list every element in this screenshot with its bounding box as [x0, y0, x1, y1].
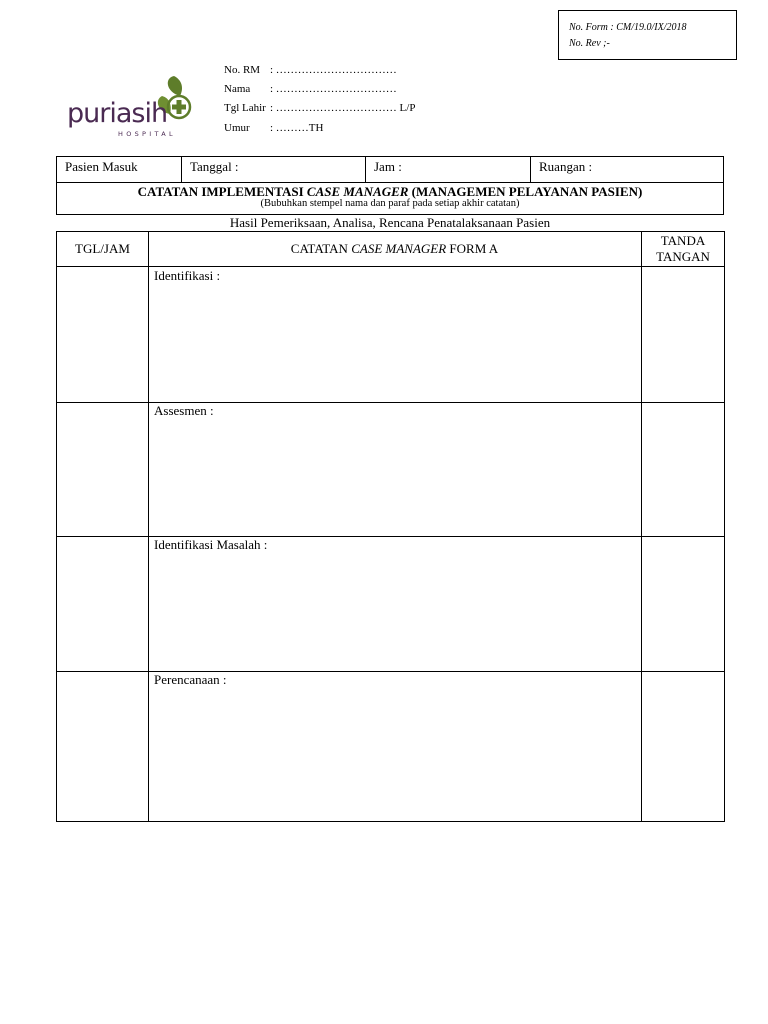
patient-birth-row [224, 101, 415, 115]
case-manager-table [56, 231, 725, 822]
umur-value: : ………TH [270, 122, 324, 134]
umur-label: Umur [224, 122, 250, 134]
header-tgl-jam: TGL/JAM [75, 241, 130, 256]
jam-cell[interactable]: Jam : [365, 156, 531, 183]
title-suffix: (MANAGEMEN PELAYANAN PASIEN) [408, 184, 643, 199]
hospital-logo [62, 74, 192, 142]
header-tanda-tangan [641, 233, 725, 265]
section-perencanaan[interactable]: Perencanaan : [154, 672, 227, 687]
form-note: (Bubuhkan stempel nama dan paraf pada setiap akhir catatan) [260, 198, 520, 209]
patient-name-row [224, 82, 397, 96]
header-tangan: TANGAN [656, 249, 710, 264]
title-italic: CASE MANAGER [306, 184, 409, 199]
hasil-heading: Hasil Pemeriksaan, Analisa, Rencana Penatalaksanaan Pasien [229, 215, 551, 230]
nama-value: : …………………………… [270, 83, 397, 95]
tgl-lahir-value: : …………………………… L/P [270, 102, 416, 114]
form-number-box [558, 10, 737, 60]
patient-rm-row [224, 63, 397, 77]
tgl-lahir-label: Tgl Lahir [224, 102, 266, 114]
nama-label: Nama [224, 83, 251, 95]
patient-age-row [224, 121, 323, 135]
section-identifikasi-masalah[interactable]: Identifikasi Masalah : [154, 537, 268, 552]
no-rm-label: No. RM [224, 64, 261, 76]
header-catatan-suffix: FORM A [446, 241, 499, 256]
logo-wordmark: puriasih [67, 98, 168, 129]
header-catatan-prefix: CATATAN [290, 241, 352, 256]
form-number: No. Form : CM/19.0/IX/2018 [569, 22, 687, 33]
section-assesmen[interactable]: Assesmen : [154, 403, 214, 418]
header-tanda: TANDA [660, 233, 706, 248]
revision-number: No. Rev ;- [569, 38, 610, 49]
header-catatan-italic: CASE MANAGER [351, 241, 447, 256]
section-identifikasi[interactable]: Identifikasi : [154, 268, 221, 283]
title-prefix: CATATAN IMPLEMENTASI [137, 184, 307, 199]
no-rm-value: : …………………………… [270, 64, 397, 76]
header-catatan [148, 241, 641, 257]
logo-subtitle: HOSPITAL [118, 130, 176, 138]
ruangan-cell[interactable]: Ruangan : [530, 156, 724, 183]
form-title-block [56, 182, 724, 215]
pasien-masuk-cell: Pasien Masuk [56, 156, 182, 183]
tanggal-cell[interactable]: Tanggal : [181, 156, 366, 183]
